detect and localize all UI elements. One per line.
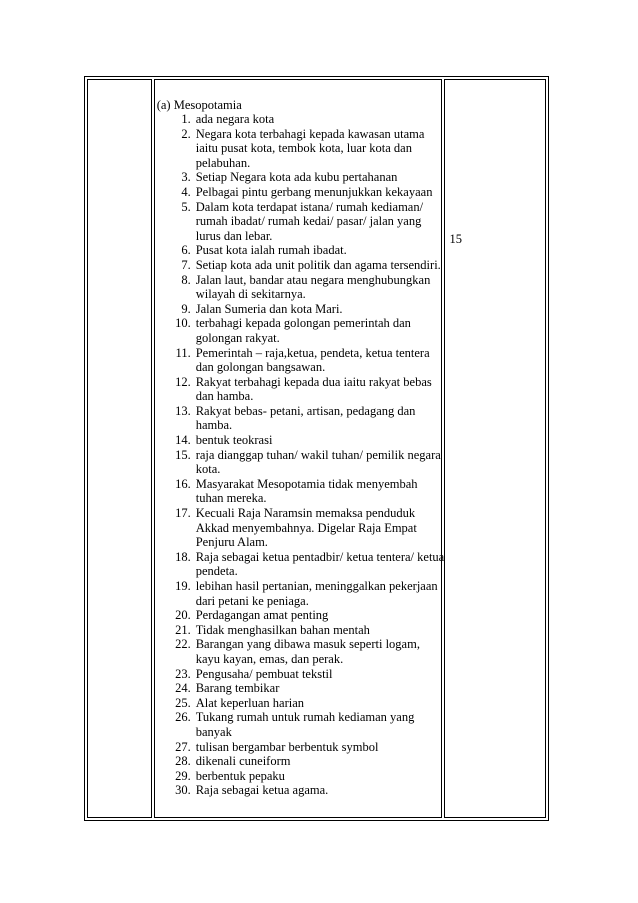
list-item-text: terbahagi kepada golongan pemerintah dan golongan rakyat. bbox=[195, 316, 411, 345]
empty-left-cell bbox=[87, 79, 152, 818]
list-item-text: Perdagangan amat penting bbox=[195, 608, 329, 623]
list-item-text: Dalam kota terdapat istana/ rumah kediaman/ rumah ibadat/ rumah kedai/ pasar/ jalan yang lurus dan lebar. bbox=[195, 199, 424, 243]
list-item-text: Pemerintah – raja,ketua, pendeta, ketua tentera dan golongan bangsawan. bbox=[195, 345, 430, 375]
list-item-number: 19. bbox=[175, 579, 191, 593]
list-item-text: bentuk teokrasi bbox=[195, 433, 273, 448]
list-item bbox=[155, 185, 447, 200]
list-item-number: 30. bbox=[175, 783, 191, 798]
list-item-text: Barangan yang dibawa masuk seperti logam, kayu kayan, emas, dan perak. bbox=[195, 637, 420, 666]
list-item-text: Pengusaha/ pembuat tekstil bbox=[195, 666, 333, 681]
list-item-number: 7. bbox=[181, 257, 191, 272]
list-item-text: Masyarakat Mesopotamia tidak menyembah tuhan mereka. bbox=[195, 476, 418, 506]
table-row bbox=[87, 79, 546, 818]
list-item-text: Negara kota terbahagi kepada kawasan utama iaitu pusat kota, tembok kota, luar kota dan pelabuhan. bbox=[195, 126, 425, 170]
list-item bbox=[155, 710, 447, 739]
list-item-number: 28. bbox=[175, 754, 191, 769]
list-item bbox=[155, 112, 447, 127]
list-item-text: berbentuk pepaku bbox=[195, 768, 285, 783]
list-item-number: 18. bbox=[175, 549, 191, 564]
content-cell bbox=[154, 79, 443, 818]
list-item-text: ada negara kota bbox=[195, 112, 275, 126]
list-item-text: Tidak menghasilkan bahan mentah bbox=[195, 622, 370, 637]
list-item-text: Setiap Negara kota ada kubu pertahanan bbox=[195, 170, 398, 185]
list-item bbox=[155, 608, 447, 623]
list-item-text: Rakyat terbahagi kepada dua iaitu rakyat bebas dan hamba. bbox=[195, 374, 432, 404]
numbered-list bbox=[155, 112, 447, 798]
list-item bbox=[155, 302, 447, 317]
list-item-number: 20. bbox=[175, 608, 191, 623]
list-item-number: 17. bbox=[175, 506, 191, 521]
list-item-text: Alat keperluan harian bbox=[195, 695, 305, 710]
list-item-text: Tukang rumah untuk rumah kediaman yang banyak bbox=[195, 710, 415, 739]
list-item-text: Jalan Sumeria dan kota Mari. bbox=[195, 301, 343, 316]
list-item bbox=[155, 258, 447, 273]
list-item-text: Jalan laut, bandar atau negara menghubungkan wilayah di sekitarnya. bbox=[195, 272, 431, 302]
list-item bbox=[155, 273, 447, 302]
list-item bbox=[155, 477, 447, 506]
mark-value: 15 bbox=[449, 232, 462, 246]
list-item bbox=[155, 243, 447, 258]
list-item-number: 6. bbox=[181, 243, 191, 258]
list-item-number: 1. bbox=[181, 112, 191, 126]
mark-cell bbox=[444, 79, 546, 818]
section-heading: (a) Mesopotamia bbox=[156, 98, 242, 112]
list-item-number: 16. bbox=[175, 476, 191, 491]
list-item bbox=[155, 579, 447, 608]
list-item-number: 3. bbox=[181, 170, 191, 185]
list-item-number: 9. bbox=[181, 301, 191, 316]
list-item bbox=[155, 769, 447, 784]
answer-table bbox=[84, 76, 549, 821]
list-item-text: dikenali cuneiform bbox=[195, 754, 291, 769]
list-item-text: Rakyat bebas- petani, artisan, pedagang dan hamba. bbox=[195, 403, 416, 433]
list-item-number: 22. bbox=[175, 637, 191, 652]
list-item bbox=[155, 375, 447, 404]
list-item-text: Barang tembikar bbox=[195, 681, 280, 696]
list-item-number: 8. bbox=[181, 272, 191, 287]
list-item-number: 2. bbox=[181, 126, 191, 141]
list-item-text: Raja sebagai ketua agama. bbox=[195, 783, 329, 798]
list-item-text: tulisan bergambar berbentuk symbol bbox=[195, 739, 379, 754]
list-item-number: 29. bbox=[175, 768, 191, 783]
list-item bbox=[155, 783, 447, 798]
list-item bbox=[155, 681, 447, 696]
list-item bbox=[155, 433, 447, 448]
list-item-number: 26. bbox=[175, 710, 191, 725]
list-item-number: 4. bbox=[181, 184, 191, 199]
list-item-number: 27. bbox=[175, 739, 191, 754]
list-item bbox=[155, 200, 447, 244]
list-item-text: Raja sebagai ketua pentadbir/ ketua tentera/ ketua pendeta. bbox=[195, 549, 445, 579]
list-item-number: 21. bbox=[175, 622, 191, 637]
list-item bbox=[155, 667, 447, 682]
list-item bbox=[155, 316, 447, 345]
list-item-number: 14. bbox=[175, 433, 191, 448]
list-item-text: Pelbagai pintu gerbang menunjukkan kekayaan bbox=[195, 184, 433, 199]
list-item-text: Pusat kota ialah rumah ibadat. bbox=[195, 243, 347, 258]
list-item-text: Setiap kota ada unit politik dan agama tersendiri. bbox=[195, 257, 441, 272]
list-item-number: 25. bbox=[175, 695, 191, 710]
list-item bbox=[155, 346, 447, 375]
list-item bbox=[155, 170, 447, 185]
list-item-number: 13. bbox=[175, 403, 191, 418]
list-item bbox=[155, 623, 447, 638]
list-item-text: Kecuali Raja Naramsin memaksa penduduk Akkad menyembahnya. Digelar Raja Empat Penjuru Alam. bbox=[195, 506, 417, 550]
list-item-number: 15. bbox=[175, 447, 191, 462]
list-item bbox=[155, 754, 447, 769]
list-item-number: 10. bbox=[175, 316, 191, 331]
list-item-number: 23. bbox=[175, 666, 191, 681]
list-item bbox=[155, 696, 447, 711]
list-item bbox=[155, 448, 447, 477]
list-item-text: lebihan hasil pertanian, meninggalkan pekerjaan dari petani ke peniaga. bbox=[195, 579, 438, 608]
list-item bbox=[155, 740, 447, 755]
list-item bbox=[155, 404, 447, 433]
list-item-number: 5. bbox=[181, 199, 191, 214]
list-item bbox=[155, 637, 447, 666]
list-item bbox=[155, 550, 447, 579]
list-item bbox=[155, 506, 447, 550]
list-item-text: raja dianggap tuhan/ wakil tuhan/ pemilik negara kota. bbox=[195, 447, 441, 477]
list-item-number: 12. bbox=[175, 374, 191, 389]
list-item bbox=[155, 127, 447, 171]
list-item-number: 11. bbox=[175, 345, 191, 360]
list-item-number: 24. bbox=[175, 681, 191, 696]
